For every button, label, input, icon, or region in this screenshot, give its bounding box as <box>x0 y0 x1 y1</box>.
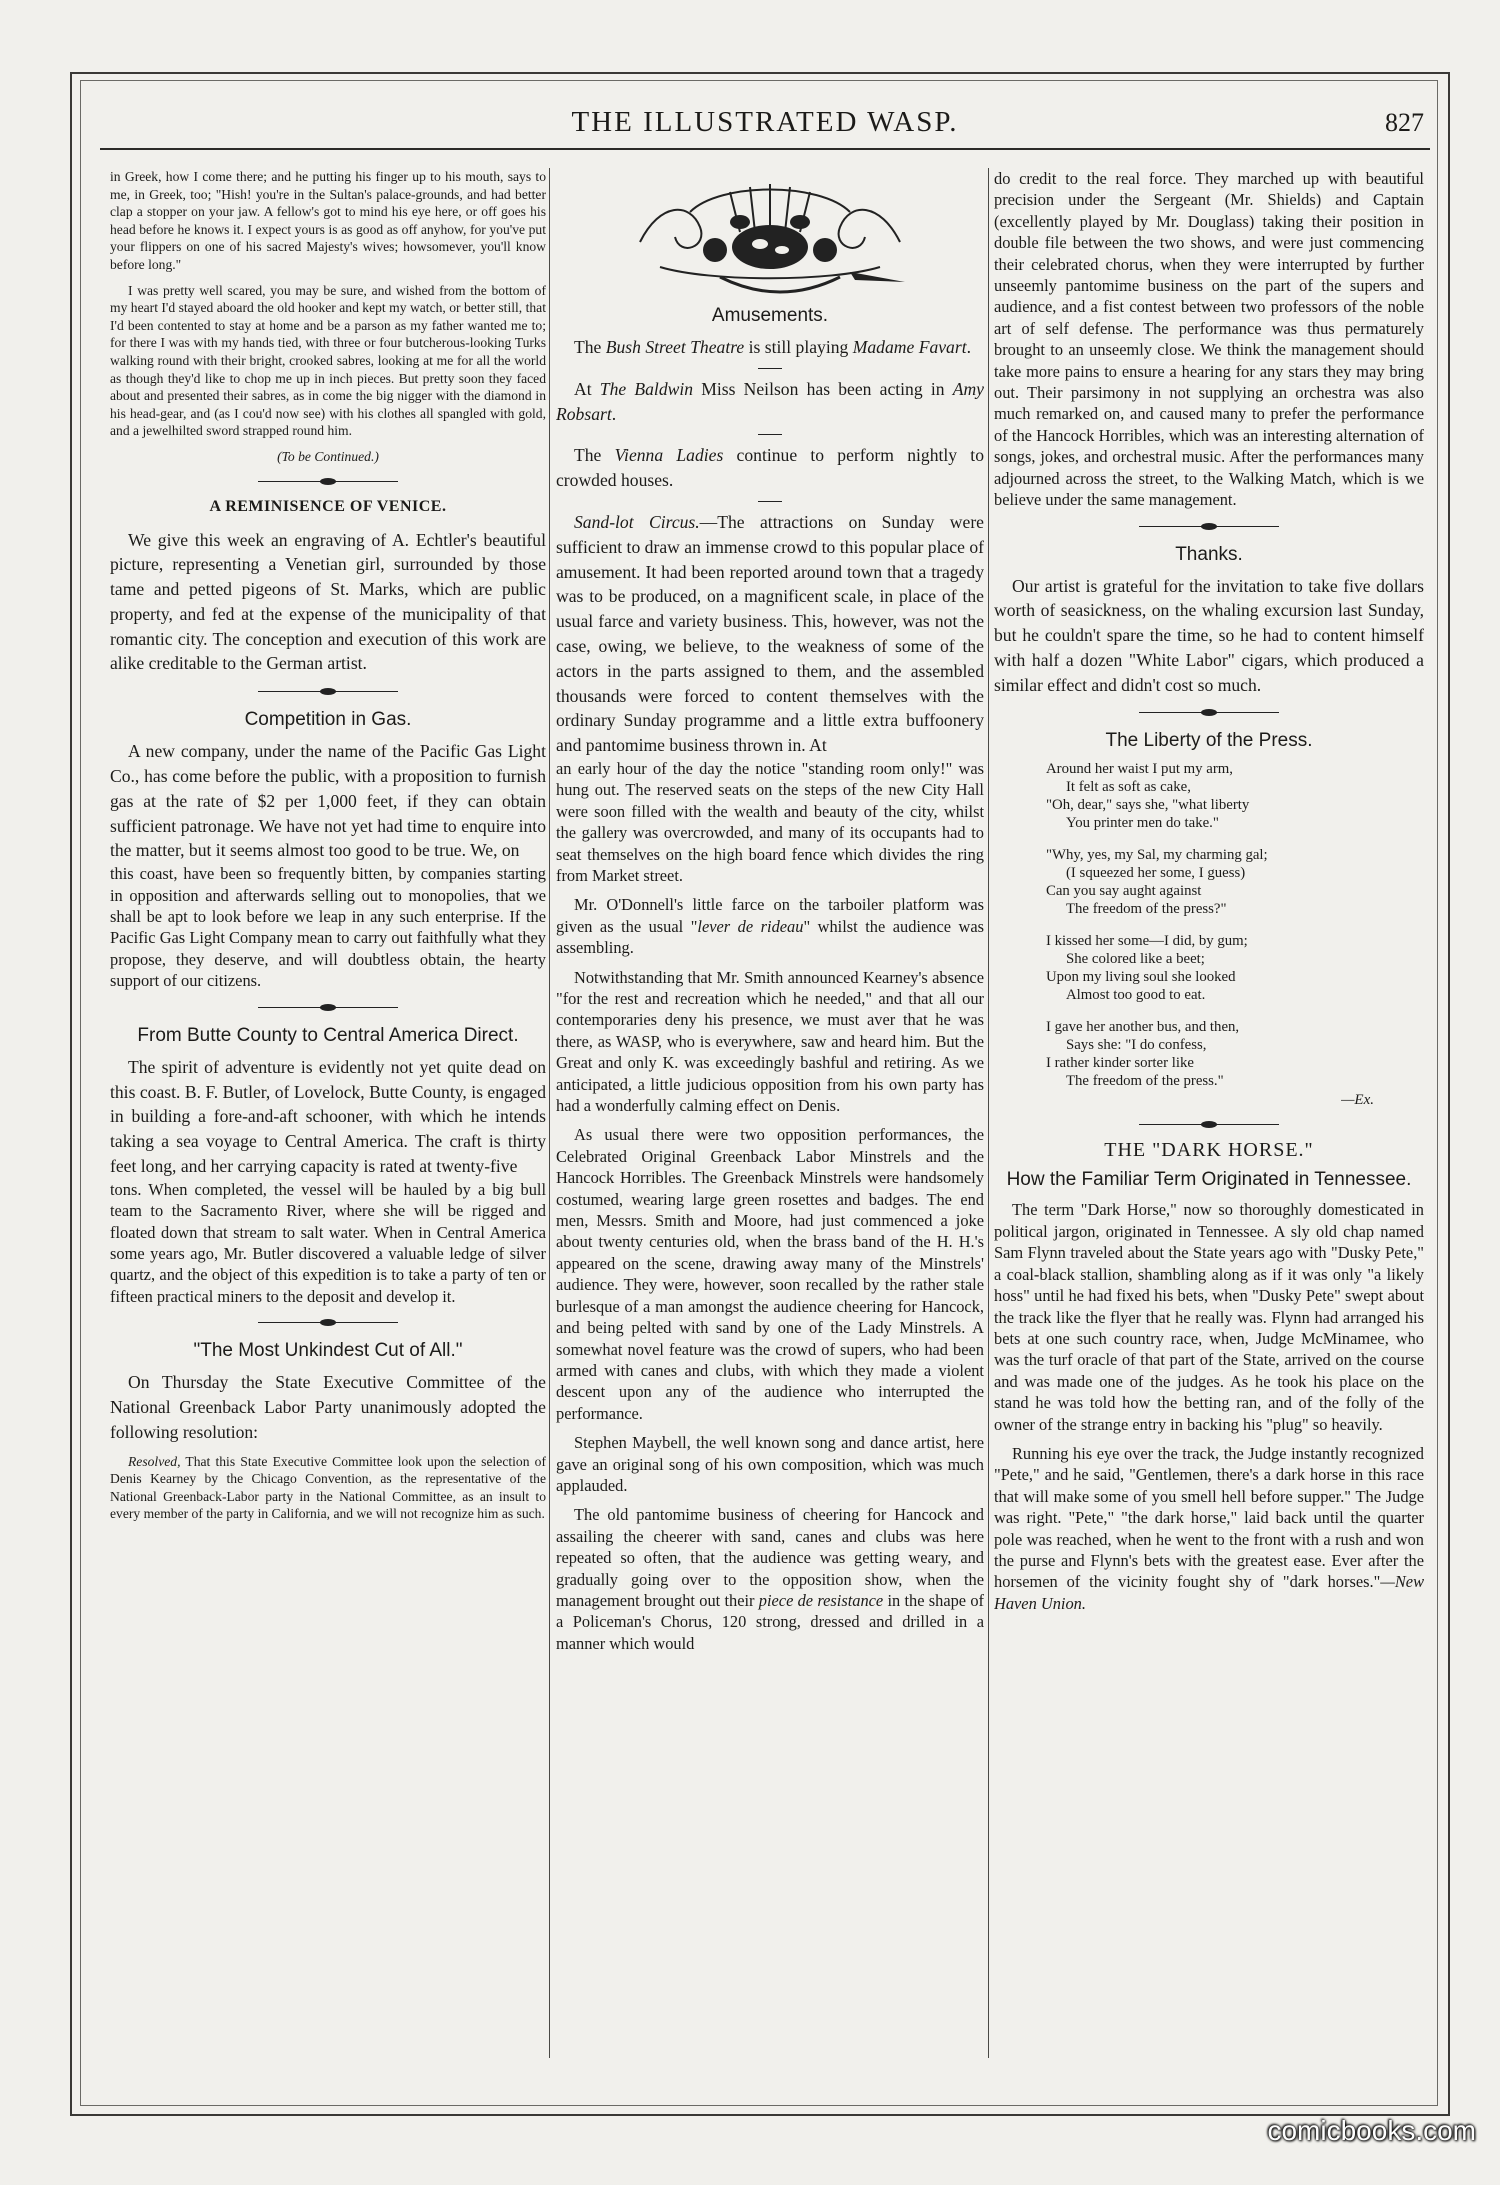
maybell-paragraph: Stephen Maybell, the well known song and dance artist, here gave an original song of his own composition, which was much applauded. <box>556 1433 984 1495</box>
column-1 <box>110 168 546 2058</box>
gas-headline: Competition in Gas. <box>244 709 412 731</box>
section-divider <box>1139 705 1279 719</box>
bush-pre: The <box>574 337 606 357</box>
baldwin-post: . <box>611 403 617 424</box>
poem-line: The freedom of the press?" <box>1066 901 1227 918</box>
vienna-venue: Vienna Ladies <box>614 445 724 466</box>
column-rule-2 <box>988 168 989 2058</box>
poem-line: I gave her another bus, and then, <box>1046 1019 1240 1036</box>
poem-line: Says she: "I do confess, <box>1066 1037 1207 1054</box>
poem-line: The freedom of the press." <box>1066 1073 1224 1090</box>
smith-paragraph: Notwithstanding that Mr. Smith announced Kearney's absence "for the rest and recreation which he needed," and that all our contemporaries deny his presence, we must aver that he was there, as WASP, who is everywhere, saw and heard him. But the Great and only K. was exceedingly bashful and retiring. As we anticipated, a little judicious opposition from his own party has had a wonderfully calming effect on Denis. <box>556 967 984 1116</box>
section-divider <box>258 1000 398 1014</box>
poem-source: —Ex. <box>1341 1092 1374 1109</box>
bush-mid: is still playing <box>744 337 853 357</box>
gas-body-2: this coast, have been so frequently bitten, by companies starting in opposition and afterwards selling out to monopolies, that we shall be apt to look before we leap in any such enterprise. If the Pacific Gas Light Company mean to carry out faithfully what they propose, they deserve, and will doubtless obtain, the hearty support of our citizens. <box>110 864 546 991</box>
section-divider <box>1139 1117 1279 1131</box>
poem-stanza-4 <box>1046 1018 1424 1090</box>
sandlot-body-2: an early hour of the day the notice "standing room only!" was hung out. The reserved seats on the steps of the new City Hall were soon filled with the wealth and beauty of the city, whilst the gallery was overcrowded, and many of its occupants had to seat themselves on the high board fence which divides the ring from Market street. <box>556 758 984 885</box>
venice-body: We give this week an engraving of A. Echtler's beautiful picture, representing a Venetian girl, surrounded by those tame and petted pigeons of St. Marks, which are public property, and fed at the expense of the municipality of that romantic city. The conception and execution of this work are alike creditable to the German artist. <box>110 529 546 674</box>
section-divider <box>258 684 398 698</box>
poem-line: "Oh, dear," says she, "what liberty <box>1046 797 1250 814</box>
venice-headline: A REMINISENCE OF VENICE. <box>209 497 447 515</box>
sandlot-title: Sand-lot Circus. <box>574 511 700 532</box>
to-be-continued: (To be Continued.) <box>277 448 379 464</box>
section-divider <box>1139 519 1279 533</box>
sandlot-body-1 <box>556 510 984 758</box>
vienna-post: continue to perform nightly to crowded houses. <box>556 445 984 491</box>
odonnell-italic: lever de rideau <box>697 916 804 936</box>
dark-horse-headline: THE "DARK HORSE." <box>1104 1139 1314 1162</box>
baldwin-notice <box>556 377 984 427</box>
dark-horse-body-2 <box>994 1443 1424 1614</box>
bush-play: Madame Favart <box>852 337 967 357</box>
page-header <box>100 100 1430 150</box>
section-divider <box>258 474 398 488</box>
dark-horse-body-1: The term "Dark Horse," now so thoroughly domesticated in political jargon, originated in Tennessee. A sly old chap named Sam Flynn traveled about the State years ago with "Dusky Pete," a coal-black stallion, shambling along as if it was only "a likely hoss" until he had fixed his bets, when "Dusky Pete" swept about the track like the flyer that he really was. Flynn had arranged his bets at one such country race, when, Judge McMinamee, who was the turf oracle of that part of the State, arrived on the course and was made one of the judges. As he took his place on the stand he was told how the betting ran, and of the folly of the owner of the strange entry in backing his "plug" so heavily. <box>994 1200 1424 1434</box>
baldwin-venue: The Baldwin <box>599 378 694 399</box>
poem-line: Upon my living soul she looked <box>1046 969 1236 986</box>
masthead-title: THE ILLUSTRATED WASP. <box>571 106 959 138</box>
dark-horse-subheadline: How the Familiar Term Originated in Tennessee. <box>1006 1169 1412 1191</box>
gas-body-1: A new company, under the name of the Pacific Gas Light Co., has come before the public, with a proposition to furnish gas at the rate of $2 per 1,000 feet, if they can obtain sufficient patronage. We have not yet had time to enquire into the matter, but it seems almost too good to be true. We, on <box>110 741 546 861</box>
sandlot-continuation: do credit to the real force. They marched up with beautiful precision under the Sergeant (Mr. Shields) and Captain (excellently played by Mr. Douglass) taking their position in double file between the two shows, and were just commencing their celebrated chorus, when they were interrupted by further unseemly pantomime business on the part of the supers and audience, and a fist contest between two professors of the noble art of self defense. The performance was thus permaturely brought to an unseemly close. We think the management should take more pains to ensure a hearing for any stars they may bring out. Their parsimony in not supplying an orchestra was also much remarked on, and caused many to prefer the performance of the Hancock Horribles, which was an interesting alternation of songs, jokes, and orchestral music. After the performances many adjourned across the street, to the Walking Match, which is we believe under the same management. <box>994 169 1424 510</box>
bush-venue: Bush Street Theatre <box>605 337 745 357</box>
baldwin-play: Amy Robsart <box>556 378 984 424</box>
sandlot-text-1: —The attractions on Sunday were sufficient to draw an immense crowd to this popular place of amusement. It had been reported around town that a tragedy was to be produced, on a magnificent scale, in place of the usual farce and variety business. This, however, was not the case, owing, we believe, to the weakness of some of the actors in the parts assigned to them, and the assembled thousands were forced to content themselves with the ordinary Sunday programme and a little extra buffoonery and pantomime business thrown in. At <box>556 511 984 756</box>
short-divider <box>758 501 782 502</box>
short-divider <box>758 368 782 369</box>
odonnell-paragraph <box>556 894 984 958</box>
story-continuation: in Greek, how I come there; and he putting his finger up to his mouth, says to me, in Greek, too; "Hish! you're in the Sultan's palace-grounds, and had better clap a stopper on your jaw. A fellow's got to mind his eye here, or off goes his head before he knows it. I expect yours is as good as off anyhow, for you've put your flippers on one of his sacred Majesty's wives; howsomever, you'll know before long." <box>110 169 546 272</box>
bush-notice <box>556 335 984 360</box>
poem-line: I kissed her some—I did, by gum; <box>1046 933 1248 950</box>
story-continuation-2: I was pretty well scared, you may be sure, and wished from the bottom of my heart I'd stayed aboard the old hooker and kept my watch, or better still, that I'd been contented to stay at home and be a parson as my father wanted me to; for there I was with my hands tied, with three or four butcherous-looking Turks walking round with their bright, crooked sabres, looking at me for all the world as though they'd like to chop me up in inch pieces. But pretty soon they faced about and presented their sabres, as in come the big nigger with the diamond in his head-gear, and (as I cou'd now see) with his clothes all spangled with gold, and a jewelhilted sword strapped round him. <box>110 282 546 439</box>
odonnell-post: " whilst the audience was assembling. <box>556 916 984 958</box>
unkindest-headline: "The Most Unkindest Cut of All." <box>193 1340 463 1362</box>
thanks-headline: Thanks. <box>1175 543 1243 565</box>
dark-horse-source: —New Haven Union. <box>994 1572 1424 1613</box>
poem-line: "Why, yes, my Sal, my charming gal; <box>1046 847 1268 864</box>
poem-line: Can you say aught against <box>1046 883 1202 900</box>
vienna-notice <box>556 443 984 493</box>
pantomime-italic: piece de resistance <box>758 1590 884 1610</box>
poem-line: Almost too good to eat. <box>1066 987 1206 1004</box>
odonnell-pre: Mr. O'Donnell's little farce on the tarboiler platform was given as the usual " <box>556 895 984 936</box>
short-divider <box>758 434 782 435</box>
butte-headline: From Butte County to Central America Direct. <box>137 1024 519 1046</box>
poem-line: (I squeezed her some, I guess) <box>1066 865 1246 882</box>
butte-body-2: tons. When completed, the vessel will be hauled by a big bull team to the Sacramento River, where she will be rigged and floated down that stream to salt water. When in Central America some years ago, Mr. Butler discovered a valuable ledge of silver quartz, and the object of this expedition is to take a party of ten or fifteen practical miners to the deposit and develop it. <box>110 1179 546 1306</box>
resolution-body: That this State Executive Committee look upon the selection of Denis Kearney by the Chicago Convention, as the representative of the National Greenback-Labor party in the National Committee, as an insult to every member of the party in California, and we will not recognize him as such. <box>110 1453 546 1522</box>
poem-line: It felt as soft as cake, <box>1066 779 1191 796</box>
amusements-ornament-illustration <box>620 172 920 300</box>
baldwin-pre: At <box>574 378 600 399</box>
poem-stanza-1 <box>1046 760 1424 832</box>
minstrels-paragraph: As usual there were two opposition performances, the Celebrated Original Greenback Labor Minstrels and the Hancock Horribles. The Greenback Minstrels were handsomely costumed, wearing large green rosettes and badges. The end men, Messrs. Smith and Moore, had just commenced a joke about twenty centuries old, when the brass band of the H. H.'s appeared on the scene, drawing away many of the Minstrels' audience. They were, however, soon recalled by the rather stale burlesque of a man amongst the audience cheering for Hancock, and being pelted with sand by one of the Lady Minstrels. A somewhat novel feature was the crowd of supers, who had been armed with canes and clubs, with which they made a violent descent upon any of the audience who interrupted the performance. <box>556 1125 984 1423</box>
butte-body-1: The spirit of adventure is evidently not yet quite dead on this coast. B. F. Butler, of Lovelock, Butte County, is engaged in building a fore-and-aft schooner, with which he intends taking a sea voyage to Central America. The craft is thirty feet long, and her carrying capacity is rated at twenty-five <box>110 1056 546 1176</box>
dark-horse-text-2: Running his eye over the track, the Judge instantly recognized "Pete," and he said, "Gentlemen, there's a dark horse in this race that will make some of you smell hell before supper." The Judge was right. "Pete," "the dark horse," laid back until the quarter pole was reached, when he went to the front with a rush and won the purse and Flynn's bets with the greatest ease. Ever after the horsemen of the vicinity fought shy of "dark horses." <box>994 1443 1424 1592</box>
bush-post: . <box>966 337 971 357</box>
poem-line: Around her waist I put my arm, <box>1046 761 1233 778</box>
poem-line: She colored like a beet; <box>1066 951 1205 968</box>
resolution-text <box>110 1453 546 1523</box>
poem-line: You printer men do take." <box>1066 815 1219 832</box>
amusements-headline: Amusements. <box>711 305 829 326</box>
thanks-body: Our artist is grateful for the invitation to take five dollars worth of seasickness, on the whaling excursion last Sunday, but he couldn't spare the time, so he had to content himself with half a dozen "White Labor" cigars, which produced a similar effect and didn't cost so much. <box>994 575 1424 695</box>
vienna-pre: The <box>574 445 615 466</box>
column-rule-1 <box>549 168 550 2058</box>
resolved-word: Resolved, <box>128 1453 181 1469</box>
pantomime-paragraph <box>556 1504 984 1654</box>
site-watermark: comicbooks.com <box>1267 2115 1476 2146</box>
poem-line: I rather kinder sorter like <box>1046 1055 1194 1072</box>
unkindest-body: On Thursday the State Executive Committee of the National Greenback Labor Party unanimously adopted the following resolution: <box>110 1372 546 1442</box>
pantomime-post: in the shape of a Policeman's Chorus, 120 strong, dressed and drilled in a manner which would <box>556 1590 984 1653</box>
poem-stanza-2 <box>1046 846 1424 918</box>
liberty-headline: The Liberty of the Press. <box>1105 730 1313 752</box>
column-2 <box>556 168 984 2058</box>
page-number: 827 <box>1385 108 1424 137</box>
baldwin-mid: Miss Neilson has been acting in <box>693 378 953 399</box>
poem-stanza-3 <box>1046 932 1424 1004</box>
pantomime-pre: The old pantomime business of cheering for Hancock and assailing the cheerer with sand, canes and clubs was here repeated so often, that the audience was getting weary, and gradually going over to the opposition show, when the management brought out their <box>556 1505 984 1610</box>
column-3 <box>994 168 1424 2058</box>
section-divider <box>258 1315 398 1329</box>
